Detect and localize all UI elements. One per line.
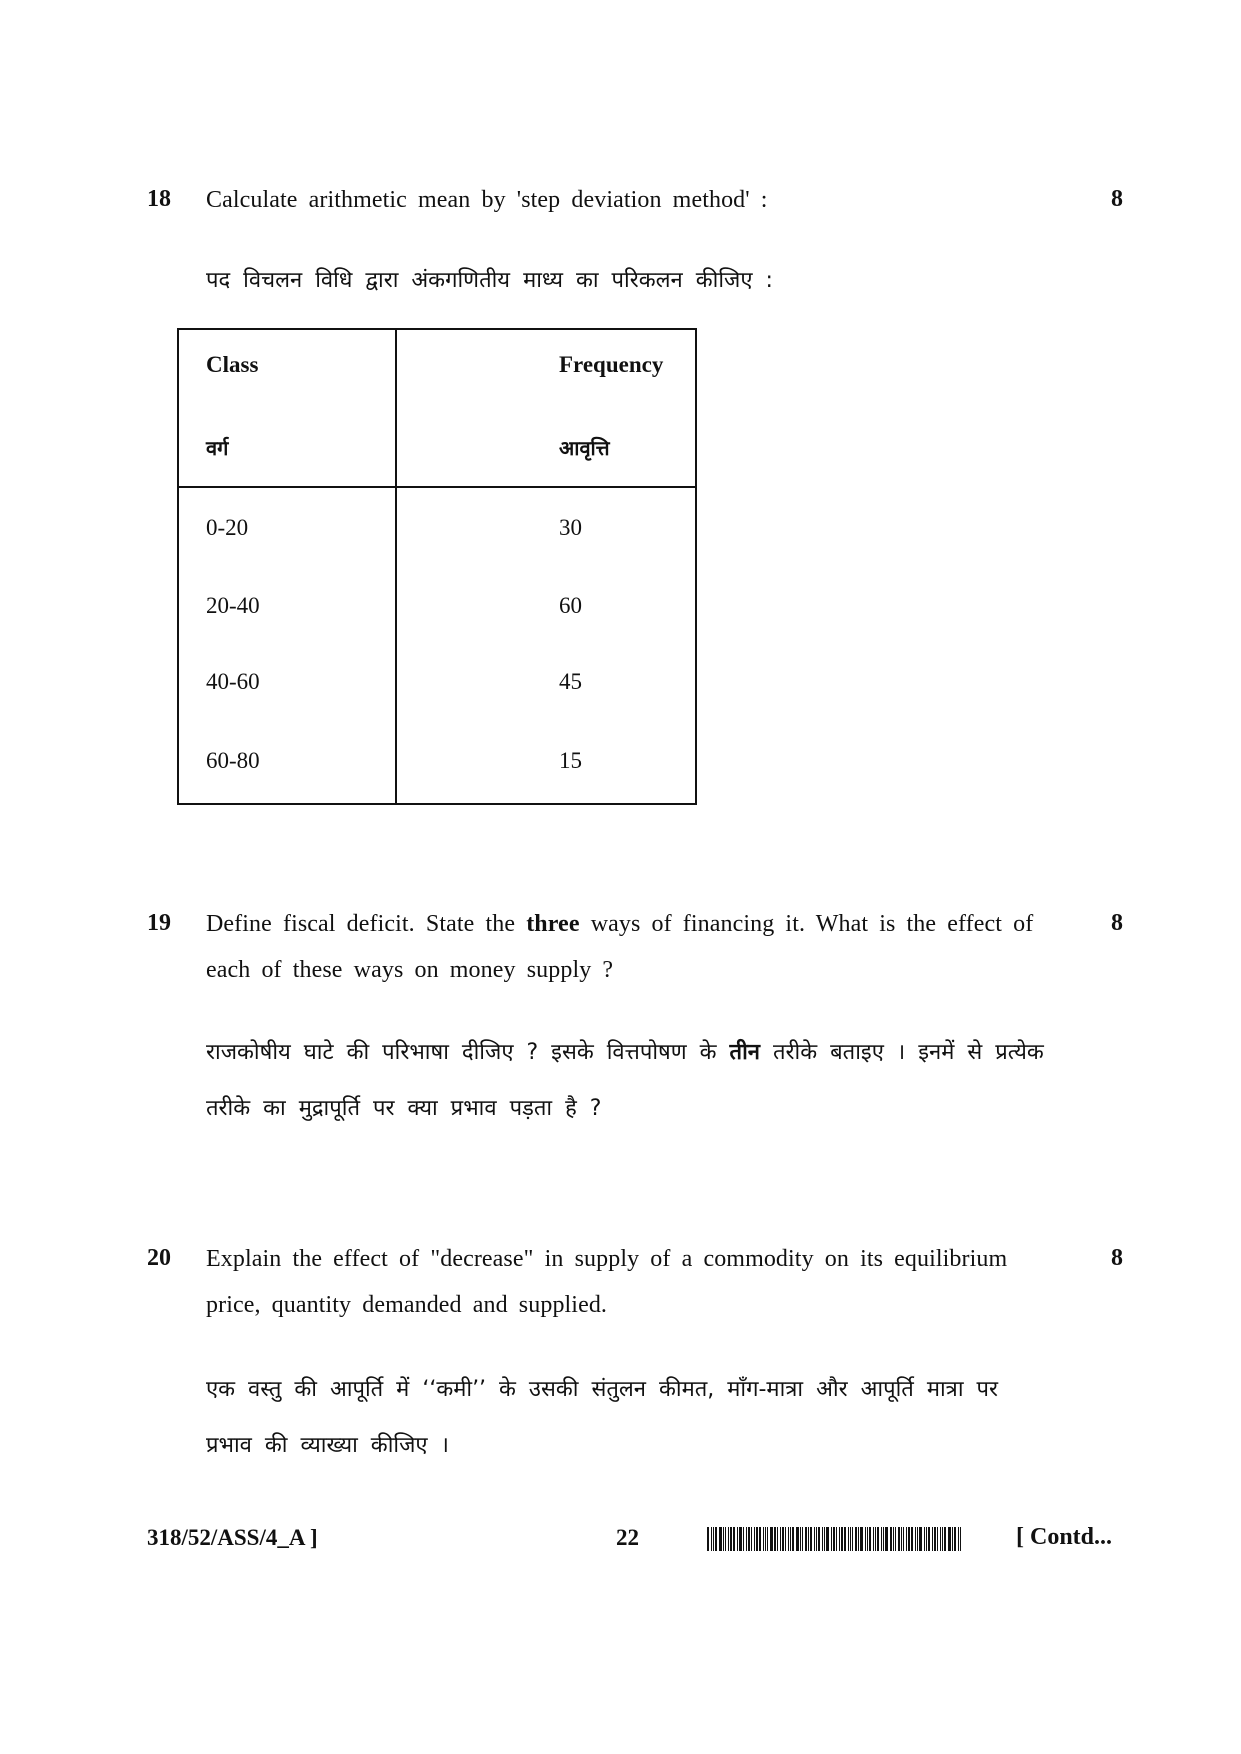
question-19-hindi-line2: तरीके का मुद्रापूर्ति पर क्या प्रभाव पड़ता है ? <box>206 1096 602 1121</box>
question-19-number: 19 <box>147 910 171 936</box>
barcode-bar <box>767 1527 768 1551</box>
question-20-hindi <box>206 1362 1106 1474</box>
question-19-emphasis: three <box>526 911 580 937</box>
barcode-bar <box>944 1527 946 1551</box>
barcode-bar <box>908 1527 910 1551</box>
question-19-english-line1 <box>206 901 1076 947</box>
barcode-bar <box>763 1527 764 1551</box>
barcode-bar <box>715 1527 717 1551</box>
frequency-table <box>177 328 697 805</box>
barcode-bar <box>926 1527 927 1551</box>
barcode-bar <box>788 1527 789 1551</box>
table-header-frequency: Frequency <box>559 352 664 377</box>
question-19-hindi-line1 <box>206 1025 1106 1081</box>
table-row-class: 0-20 <box>206 515 249 540</box>
barcode-bar <box>901 1527 902 1551</box>
table-header-class: Class <box>206 352 259 377</box>
barcode-bar <box>858 1527 859 1551</box>
question-19-text-part: Define fiscal deficit. State the <box>206 911 516 937</box>
barcode-bar <box>869 1527 871 1551</box>
barcode-bar <box>765 1527 766 1551</box>
barcode-bar <box>774 1527 776 1551</box>
barcode-bar <box>911 1527 913 1551</box>
question-19-hindi-part: राजकोषीय घाटे की परिभाषा दीजिए ? इसके वित्तपोषण के <box>206 1040 717 1065</box>
barcode-bar <box>833 1527 835 1551</box>
barcode-bar <box>898 1527 900 1551</box>
barcode-bar <box>906 1527 907 1551</box>
barcode-bar <box>739 1527 742 1551</box>
question-20-english <box>206 1236 1076 1328</box>
barcode <box>707 1527 1007 1551</box>
barcode-bar <box>848 1527 849 1551</box>
footer-paper-code: 318/52/ASS/4_A ] <box>147 1525 318 1550</box>
barcode-bar <box>719 1527 722 1551</box>
barcode-bar <box>934 1527 936 1551</box>
table-header-divider <box>179 486 695 488</box>
barcode-bar <box>816 1527 817 1551</box>
barcode-bar <box>808 1527 809 1551</box>
barcode-bar <box>881 1527 882 1551</box>
question-19-english <box>206 901 1076 993</box>
barcode-bar <box>728 1527 729 1551</box>
barcode-bar <box>780 1527 781 1551</box>
barcode-bar <box>932 1527 933 1551</box>
barcode-bar <box>818 1527 820 1551</box>
barcode-bar <box>850 1527 851 1551</box>
barcode-bar <box>875 1527 876 1551</box>
barcode-bar <box>924 1527 925 1551</box>
barcode-bar <box>748 1527 750 1551</box>
barcode-bar <box>831 1527 832 1551</box>
barcode-bar <box>751 1527 752 1551</box>
barcode-bar <box>805 1527 807 1551</box>
barcode-bar <box>917 1527 918 1551</box>
barcode-bar <box>937 1527 938 1551</box>
barcode-bar <box>852 1527 853 1551</box>
barcode-bar <box>826 1527 829 1551</box>
footer-page-number: 22 <box>616 1525 639 1550</box>
barcode-bar <box>713 1527 714 1551</box>
barcode-bar <box>877 1527 879 1551</box>
barcode-bar <box>903 1527 904 1551</box>
barcode-bar <box>802 1527 803 1551</box>
barcode-bar <box>792 1527 794 1551</box>
barcode-bar <box>873 1527 874 1551</box>
question-18-hindi: पद विचलन विधि द्वारा अंकगणितीय माध्य का परिकलन कीजिए : <box>206 268 773 293</box>
barcode-bar <box>800 1527 801 1551</box>
barcode-bar <box>836 1527 837 1551</box>
barcode-bar <box>839 1527 840 1551</box>
question-18-english: Calculate arithmetic mean by 'step deviation method' : <box>206 187 768 213</box>
barcode-bar <box>733 1527 735 1551</box>
question-18-marks: 8 <box>1111 186 1123 212</box>
barcode-bar <box>824 1527 825 1551</box>
barcode-bar <box>730 1527 732 1551</box>
table-row-frequency: 60 <box>559 593 582 618</box>
barcode-bar <box>865 1527 866 1551</box>
barcode-bar <box>928 1527 930 1551</box>
question-20-hindi-line2: प्रभाव की व्याख्या कीजिए । <box>206 1433 449 1458</box>
barcode-bar <box>919 1527 922 1551</box>
barcode-bar <box>860 1527 863 1551</box>
barcode-bar <box>841 1527 843 1551</box>
barcode-bar <box>952 1527 953 1551</box>
table-header-frequency-hindi: आवृत्ति <box>559 436 610 460</box>
barcode-bar <box>954 1527 956 1551</box>
barcode-bar <box>777 1527 778 1551</box>
barcode-bar <box>890 1527 892 1551</box>
barcode-bar <box>883 1527 884 1551</box>
barcode-bar <box>756 1527 758 1551</box>
question-20-english-line1: Explain the effect of "decrease" in supply of a commodity on its equilibrium <box>206 1246 1008 1272</box>
table-row-frequency: 15 <box>559 748 582 773</box>
barcode-bar <box>707 1527 709 1551</box>
barcode-bar <box>759 1527 761 1551</box>
barcode-bar <box>895 1527 896 1551</box>
question-20-hindi-line1: एक वस्तु की आपूर्ति में ‘‘कमी’’ के उसकी संतुलन कीमत, माँग-मात्रा और आपूर्ति मात्रा पर <box>206 1377 999 1402</box>
barcode-bar <box>942 1527 943 1551</box>
barcode-bar <box>754 1527 755 1551</box>
table-row-class: 60-80 <box>206 748 260 773</box>
barcode-bar <box>960 1527 961 1551</box>
barcode-bar <box>915 1527 916 1551</box>
barcode-bar <box>885 1527 888 1551</box>
barcode-bar <box>958 1527 959 1551</box>
question-19-text-part: ways of financing it. What is the effect of <box>590 911 1034 937</box>
question-19-english-line2: each of these ways on money supply ? <box>206 957 614 983</box>
barcode-bar <box>855 1527 857 1551</box>
barcode-bar <box>711 1527 712 1551</box>
table-row-class: 20-40 <box>206 593 260 618</box>
barcode-bar <box>940 1527 941 1551</box>
question-19-hindi-part: तरीके बताइए । इनमें से प्रत्येक <box>773 1040 1044 1065</box>
barcode-bar <box>785 1527 786 1551</box>
question-20-english-line2: price, quantity demanded and supplied. <box>206 1292 608 1318</box>
table-column-divider <box>395 330 397 803</box>
barcode-bar <box>796 1527 799 1551</box>
question-19-hindi <box>206 1025 1106 1137</box>
barcode-bar <box>948 1527 951 1551</box>
footer-contd: [ Contd... <box>1016 1524 1113 1550</box>
barcode-bar <box>790 1527 791 1551</box>
barcode-bar <box>844 1527 846 1551</box>
barcode-bar <box>822 1527 823 1551</box>
barcode-bar <box>770 1527 773 1551</box>
barcode-bar <box>725 1527 726 1551</box>
barcode-bar <box>810 1527 812 1551</box>
barcode-bar <box>814 1527 815 1551</box>
table-row-class: 40-60 <box>206 669 260 694</box>
question-18-number: 18 <box>147 186 171 212</box>
barcode-bar <box>867 1527 868 1551</box>
table-row-frequency: 30 <box>559 515 582 540</box>
barcode-bar <box>746 1527 747 1551</box>
table-header-class-hindi: वर्ग <box>206 436 229 460</box>
question-19-marks: 8 <box>1111 910 1123 936</box>
question-19-hindi-emphasis: तीन <box>729 1040 760 1065</box>
table-row-frequency: 45 <box>559 669 582 694</box>
barcode-bar <box>743 1527 744 1551</box>
barcode-bar <box>782 1527 784 1551</box>
barcode-bar <box>893 1527 894 1551</box>
barcode-bar <box>737 1527 738 1551</box>
question-20-marks: 8 <box>1111 1245 1123 1271</box>
barcode-bar <box>723 1527 724 1551</box>
question-20-number: 20 <box>147 1245 171 1271</box>
